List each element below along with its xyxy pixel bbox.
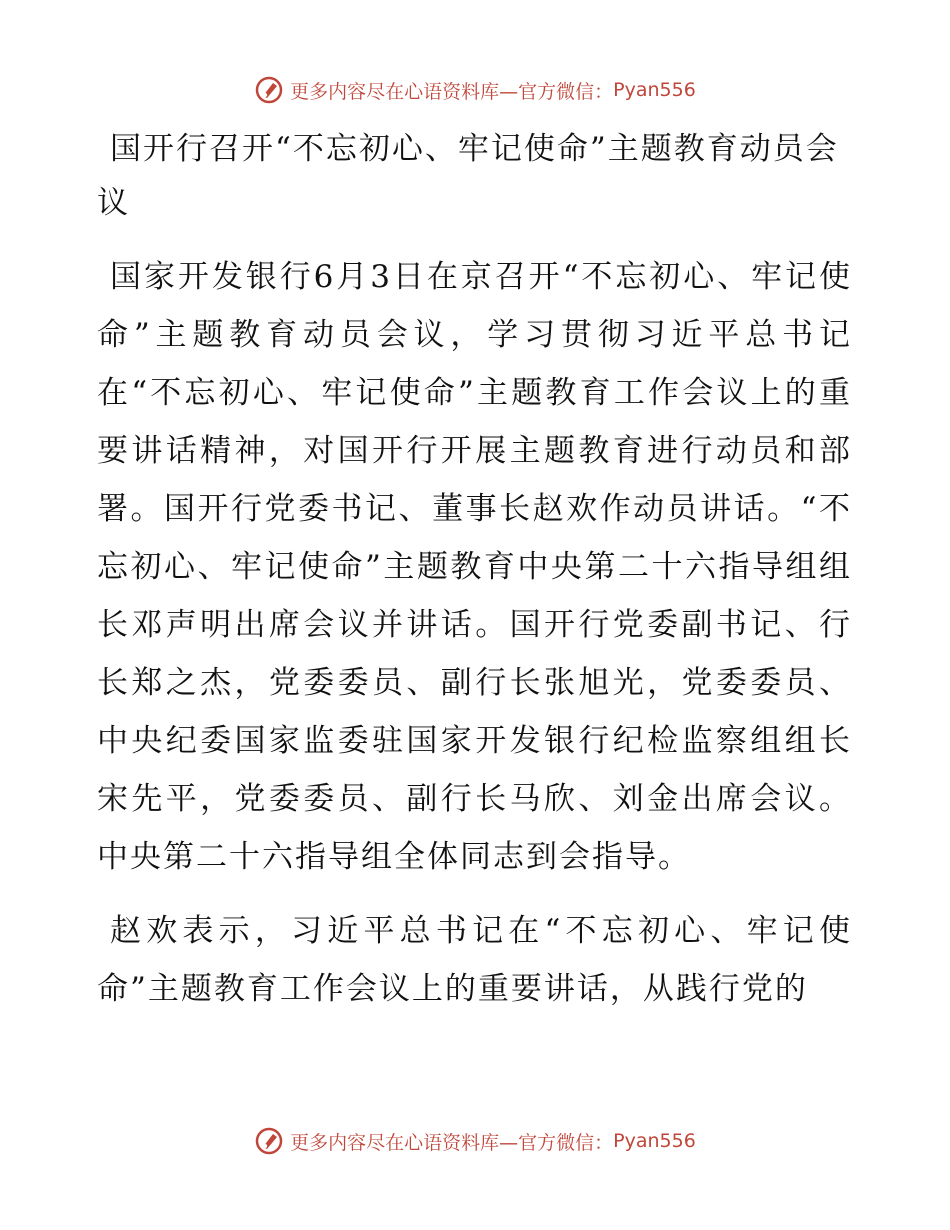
header-slogan: 更多内容尽在心语资料库—官方微信： — [290, 80, 614, 103]
footer-wechat-id: Pyan556 — [613, 1130, 696, 1152]
article-paragraph-2: 赵欢表示，习近平总书记在“不忘初心、牢记使命”主题教育工作会议上的重要讲话，从践行党的 — [97, 913, 852, 1007]
footer-slogan: 更多内容尽在心语资料库—官方微信： — [290, 1131, 614, 1154]
footer-banner — [0, 1121, 950, 1161]
pen-nib-logo-icon — [254, 1126, 284, 1156]
article-paragraph-1: 国家开发银行6月3日在京召开“不忘初心、牢记使命”主题教育动员会议，学习贯彻习近平总书记在“不忘初心、牢记使命”主题教育工作会议上的重要讲话精神，对国开行开展主题教育进行动员和部署。国开行党委书记、董事长赵欢作动员讲话。“不忘初心、牢记使命”主题教育中央第二十六指导组组长邓声明出席会议并讲话。国开行党委副书记、行长郑之杰，党委委员、副行长张旭光，党委委员、中央纪委国家监委驻国家开发银行纪检监察组组长宋先平，党委委员、副行长马欣、刘金出席会议。中央第二十六指导组全体同志到会指导。 — [97, 259, 852, 875]
pen-nib-logo-icon — [254, 75, 284, 105]
header-banner — [0, 70, 950, 110]
article-body — [97, 122, 852, 1034]
header-wechat-id: Pyan556 — [613, 79, 696, 101]
article-title: 国开行召开“不忘初心、牢记使命”主题教育动员会议 — [97, 131, 839, 221]
